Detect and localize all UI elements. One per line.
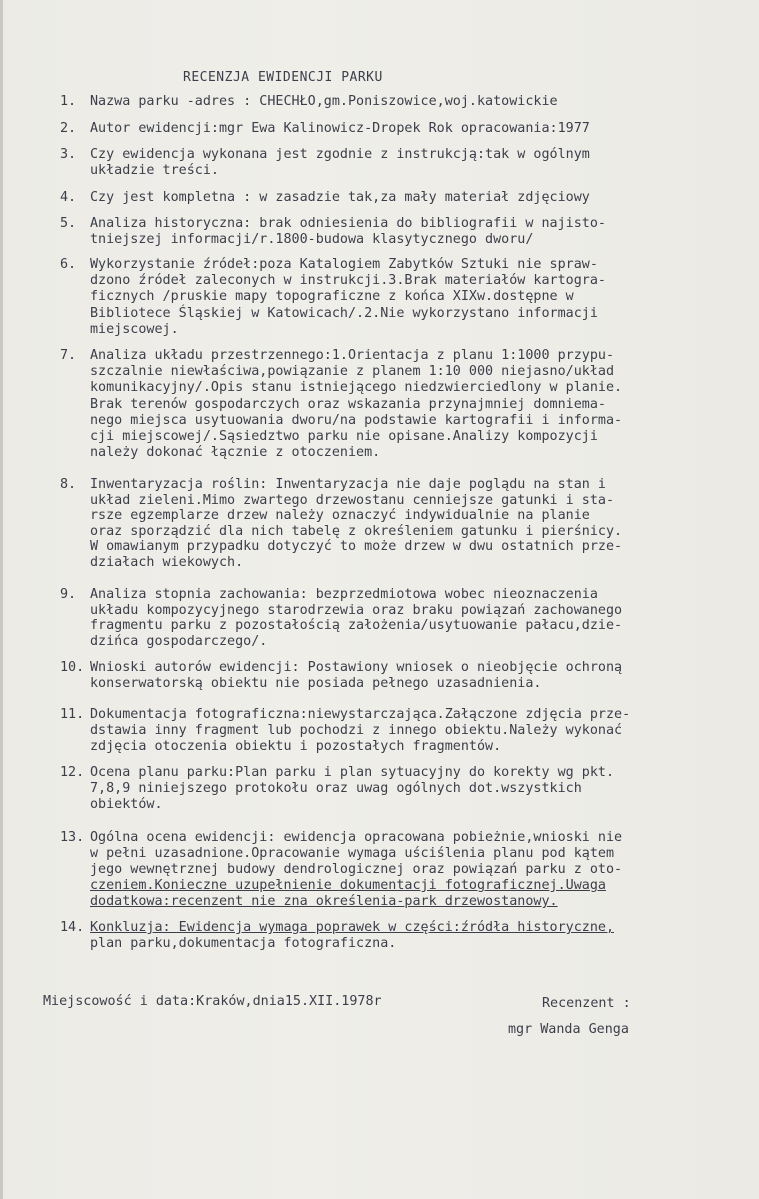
item-number: 10. — [60, 660, 85, 675]
item-number: 11. — [60, 707, 85, 722]
place-date: Miejscowość i data:Kraków,dnia15.XII.1978r — [43, 994, 382, 1009]
text-line: oraz sporządzić dla nich tabelę z określeniem gatunku i pierśnicy. — [90, 523, 623, 539]
item-number: 1. — [60, 94, 77, 109]
text-line: rsze egzemplarze drzew należy oznaczyć indywidualnie na planie — [90, 508, 590, 524]
text-line: Analiza stopnia zachowania: bezprzedmiotowa wobec nieoznaczenia — [90, 587, 598, 602]
text-line: tniejszej informacji/r.1800-budowa klasytycznego dworu/ — [90, 232, 534, 247]
item-number: 6. — [60, 257, 77, 272]
text-line: jego wewnętrznej budowy dendrologicznej oraz powiązań parku z oto- — [90, 862, 623, 877]
text-line: Wykorzystanie źródeł:poza Katalogiem Zabytków Sztuki nie spraw- — [90, 257, 598, 272]
item-number: 12. — [60, 765, 85, 780]
text-line: fragmentu parku z pozostałością założenia/usytuowanie pałacu,dzie- — [90, 618, 623, 634]
text-line: dodatkowa:recenzent nie zna określenia-park drzewostanowy. — [90, 894, 558, 909]
item-number: 13. — [60, 830, 85, 845]
item-text — [90, 348, 622, 461]
text-line: Bibliotece Śląskiej w Katowicach/.2.Nie wykorzystano informacji — [90, 305, 598, 321]
text-line: cji miejscowej/.Sąsiedztwo parku nie opisane.Analizy kompozycji — [90, 429, 598, 445]
text-line: obiektów. — [90, 797, 163, 812]
text-line: należy dokonać łącznie z otoczeniem. — [90, 445, 381, 461]
item-text — [90, 190, 590, 206]
text-line: układzie treści. — [90, 163, 219, 178]
item-text — [90, 830, 622, 910]
text-line: dzińca gospodarczego/. — [90, 633, 268, 649]
item-number: 14. — [60, 920, 85, 935]
text-line: dstawia inny fragment lub pochodzi z innego obiektu.Należy wykonać — [90, 723, 623, 738]
text-line: Autor ewidencji:mgr Ewa Kalinowicz-Dropek Rok opracowania:1977 — [90, 121, 590, 136]
item-number: 9. — [60, 587, 77, 602]
text-line: Ocena planu parku:Plan parku i plan sytuacyjny do korekty wg pkt. — [90, 765, 615, 780]
item-text — [90, 765, 614, 813]
text-line: Analiza układu przestrzennego:1.Orientacja z planu 1:1000 przypu- — [90, 348, 615, 363]
text-line: szczalnie niewłaściwa,powiązanie z planem 1:10 000 niejasno/układ — [90, 364, 615, 380]
item-text — [90, 121, 590, 137]
item-text — [90, 94, 558, 110]
text-line: Czy ewidencja wykonana jest zgodnie z instrukcją:tak w ogólnym — [90, 147, 590, 162]
page-edge — [0, 0, 3, 1199]
text-line: W omawianym przypadku dotyczyć to może drzew w dwu ostatnich prze- — [90, 539, 623, 555]
text-line: układu kompozycyjnego starodrzewia oraz braku powiązań zachowanego — [90, 602, 623, 618]
item-number: 4. — [60, 190, 77, 205]
text-line: komunikacyjny/.Opis stanu istniejącego niedzwierciedlony w planie. — [90, 380, 623, 396]
text-line: plan parku,dokumentacja fotograficzna. — [90, 936, 397, 951]
text-line: 7,8,9 niniejszego protokołu oraz uwag ogólnych dot.wszystkich — [90, 781, 582, 796]
item-number: 8. — [60, 477, 77, 492]
item-text — [90, 660, 622, 692]
document-title: RECENZJA EWIDENCJI PARKU — [183, 70, 383, 85]
text-line: miejscowej. — [90, 321, 179, 337]
item-text — [90, 920, 614, 952]
item-number: 7. — [60, 348, 77, 363]
text-line: Konkluzja: Ewidencja wymaga poprawek w części:źródła historyczne, — [90, 920, 615, 935]
item-number: 3. — [60, 147, 77, 162]
text-line: czeniem.Konieczne uzupełnienie dokumentacji fotograficznej.Uwaga — [90, 878, 606, 893]
reviewer-name: mgr Wanda Genga — [508, 1022, 629, 1037]
text-line: Nazwa parku -adres : CHECHŁO,gm.Poniszowice,woj.katowickie — [90, 94, 558, 109]
text-line: Wnioski autorów ewidencji: Postawiony wniosek o nieobjęcie ochroną — [90, 660, 623, 675]
text-line: Dokumentacja fotograficzna:niewystarczająca.Załączone zdjęcia prze- — [90, 707, 631, 722]
text-line: działach wiekowych. — [90, 554, 244, 570]
text-line: ficznych /pruskie mapy topograficzne z końca XIXw.dostępne w — [90, 289, 574, 305]
item-number: 2. — [60, 121, 77, 136]
text-line: Inwentaryzacja roślin: Inwentaryzacja nie daje poglądu na stan i — [90, 477, 606, 492]
text-line: Czy jest kompletna : w zasadzie tak,za mały materiał zdjęciowy — [90, 190, 590, 205]
item-text — [90, 477, 622, 571]
item-text — [90, 587, 622, 649]
text-line: układ zieleni.Mimo zwartego drzewostanu cenniejsze gatunki i sta- — [90, 492, 615, 508]
item-number: 5. — [60, 216, 77, 231]
text-line: nego miejsca usytuowania dworu/na podstawie kartografii i informa- — [90, 412, 623, 428]
text-line: Analiza historyczna: brak odniesienia do bibliografii w najisto- — [90, 216, 606, 231]
text-line: Brak terenów gospodarczych oraz wskazania przynajmniej domniema- — [90, 396, 606, 412]
item-text — [90, 707, 630, 755]
item-text — [90, 257, 606, 338]
text-line: dzono źródeł zaleconych w instrukcji.3.Brak materiałów kartogra- — [90, 273, 606, 289]
text-line: konserwatorską obiektu nie posiada pełnego uzasadnienia. — [90, 676, 542, 691]
text-line: zdjęcia otoczenia obiektu i pozostałych fragmentów. — [90, 739, 502, 754]
reviewer-label: Recenzent : — [542, 996, 631, 1011]
text-line: w pełni uzasadnione.Opracowanie wymaga uściślenia planu pod kątem — [90, 846, 615, 861]
item-text — [90, 216, 606, 248]
text-line: Ogólna ocena ewidencji: ewidencja opracowana pobieżnie,wnioski nie — [90, 830, 623, 845]
item-text — [90, 147, 590, 179]
